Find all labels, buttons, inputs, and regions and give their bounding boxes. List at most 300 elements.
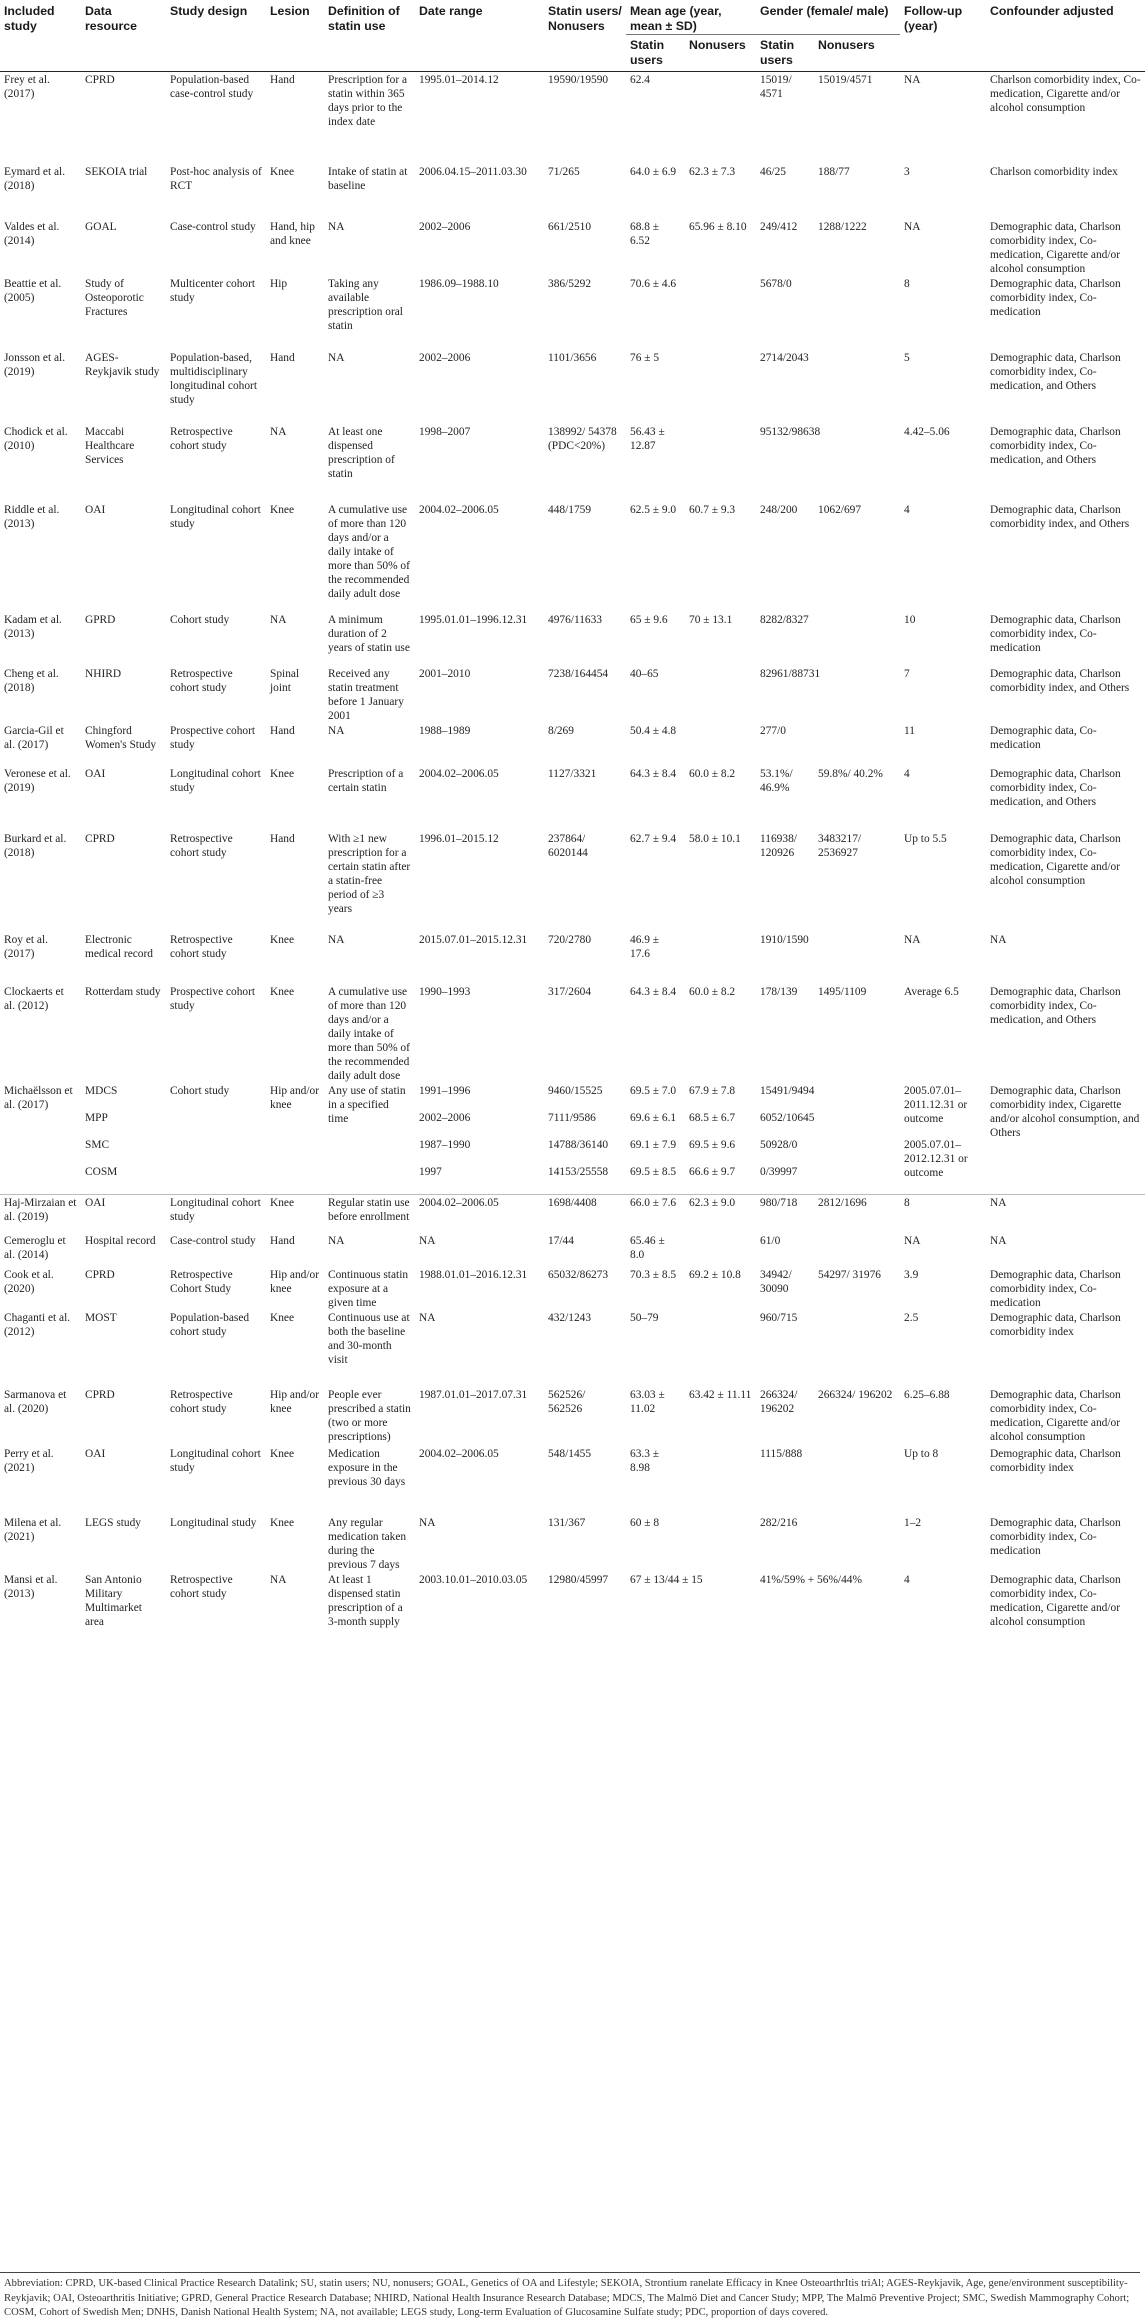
cell-follow-up: 3.9 [904,1268,919,1281]
cell-resource: MOST [85,1311,117,1324]
cell-lesion: Hand [270,724,295,737]
cell-age-statin: 70.3 ± 8.5 [630,1268,677,1281]
cell-design: Multicenter cohort study [170,277,256,304]
subheader-gender-nonusers: Nonusers [818,38,875,52]
cell-gender-statin: 46/25 [760,165,786,178]
cell-age-statin: 62.4 [630,74,650,86]
cell-age-statin: 70.6 ± 4.6 [630,277,677,290]
cell-date: 2001–2010 [419,667,471,680]
cell-lesion: Hip and/or knee [270,1388,320,1415]
cell-design: Prospective cohort study [170,724,256,751]
cell-gender-nonusers [814,424,900,502]
cell-design: Retrospective cohort study [170,933,233,960]
cell-follow-up: 7 [904,667,910,680]
cell-gender-statin: 34942/ 30090 [760,1268,792,1295]
cell-age-statin: 66.0 ± 7.6 [630,1197,677,1209]
cell-age-statin: 50.4 ± 4.8 [630,724,677,737]
cell-age-statin: 46.9 ± 17.6 [630,933,660,960]
cell-design: Population-based, multidisciplinary longitudinal cohort study [170,351,257,406]
cell-confounder: Demographic data, Charlson comorbidity index, and Others [990,503,1130,530]
cell-lesion: Knee [270,165,295,178]
cell-confounder: Demographic data, Charlson comorbidity index, Co-medication [990,1268,1121,1309]
cell-follow-up: NA [904,1234,921,1247]
cell-counts: 8/269 [548,724,574,737]
cell-resource: GPRD [85,613,116,626]
cell-follow-up: 8 [904,277,910,290]
cell-follow-up: 4 [904,1573,910,1586]
cell-counts: 317/2604 [548,985,592,998]
cell-resource: CPRD [85,74,115,86]
cell-counts: 661/2510 [548,220,592,233]
cell-resource: CPRD [85,1268,115,1281]
table-row [0,666,1145,723]
cell-definition: Medication exposure in the previous 30 days [328,1447,406,1488]
cell-definition: With ≥1 new prescription for a certain statin after a statin-free period of ≥3 years [328,832,411,915]
cell-lesion: Knee [270,767,295,780]
cell-counts: 548/1455 [548,1447,592,1460]
cell-study: Riddle et al. (2013) [4,503,60,530]
cell-design: Longitudinal cohort study [170,1447,261,1474]
cell-study: Beattie et al. (2005) [4,277,62,304]
cell-design: Longitudinal study [170,1516,257,1529]
cell-follow-up: 1–2 [904,1516,922,1529]
cell-age-nonusers [685,1310,756,1387]
cell-design: Longitudinal cohort study [170,1197,261,1223]
cell-definition: Intake of statin at baseline [328,165,408,192]
cell-follow-up: 10 [904,613,916,626]
cell-age-nonusers: 66.6 ± 9.7 [685,1164,756,1195]
cell-definition: People ever prescribed a statin (two or more prescriptions) [328,1388,411,1443]
cell-resource: MPP [85,1111,108,1124]
cell-confounder: Demographic data, Charlson comorbidity index, Co-medication, and Others [990,985,1121,1026]
cell-date: 2004.02–2006.05 [419,1197,499,1209]
cell-follow-up: 3 [904,165,910,178]
cell-confounder: Charlson comorbidity index, Co-medication, Cigarette and/or alcohol consumption [990,74,1141,114]
cell-resource: OAI [85,503,106,516]
cell-resource: COSM [81,1164,166,1195]
cell-definition: Continuous use at both the baseline and 30-month visit [328,1311,410,1366]
cell-gender-statin: 277/0 [760,724,786,737]
cell-age-nonusers: 69.2 ± 10.8 [689,1268,741,1281]
cell-design: Case-control study [170,220,256,233]
cell-design: Retrospective cohort study [170,667,233,694]
cell-confounder: NA [990,1197,1007,1209]
cell-definition: A cumulative use of more than 120 days and/or a daily intake of more than 50% of the recommended daily adult dose [328,503,410,600]
cell-age-statin: 62.7 ± 9.4 [630,832,677,845]
cell-date: 2002–2006 [419,220,471,233]
cell-gender: 15491/9494 [760,1084,815,1097]
cell-confounder: Demographic data, Charlson comorbidity index, Cigarette and/or alcohol consumption, and Others [986,1083,1145,1195]
cell-date: 2002–2006 [419,1111,471,1124]
cell-gender-nonusers [814,932,900,984]
cell-gender-statin: 61/0 [760,1234,781,1247]
table-row [0,1195,1145,1233]
cell-age-statin: 68.8 ± 6.52 [630,220,660,247]
cell-gender-nonusers: 1288/1222 [818,220,867,233]
cell-confounder: Demographic data, Charlson comorbidity index [990,1447,1121,1474]
cell-definition: Prescription for a statin within 365 days prior to the index date [328,74,408,128]
cell-counts: 71/265 [548,165,580,178]
cell-counts: 12980/45997 [548,1573,609,1586]
cell-gender-nonusers: 188/77 [818,165,850,178]
cell-counts: 17/44 [548,1234,574,1247]
cell-age-nonusers: 68.5 ± 6.7 [689,1111,736,1124]
cell-gender-statin: 282/216 [760,1516,798,1529]
cell-lesion: Knee [270,985,295,998]
cell-age-statin: 56.43 ± 12.87 [630,425,665,452]
cell-gender-nonusers [814,1233,900,1267]
header-definition: Definition of statin use [328,4,400,33]
cell-resource: LEGS study [85,1516,142,1529]
cell-gender-statin: 249/412 [760,220,798,233]
cell-gender-nonusers [814,1446,900,1515]
cell-age-statin: 60 ± 8 [630,1516,660,1529]
cell-definition: Regular statin use before enrollment [328,1197,410,1223]
table-row [0,984,1145,1083]
cell-confounder: Demographic data, Charlson comorbidity index, Co-medication [990,613,1121,654]
cell-age-statin: 69.1 ± 7.9 [630,1138,677,1151]
table-row [0,72,1145,164]
cell-resource: CPRD [85,1388,115,1401]
cell-age-statin: 67 ± 13/44 ± 15 [630,1573,703,1586]
cell-gender: 50928/0 [760,1138,798,1151]
cell-follow-up: 5 [904,351,910,364]
cell-resource: Chingford Women's Study [85,724,157,751]
cell-age-statin: 65 ± 9.6 [630,613,668,626]
cell-study: Perry et al. (2021) [4,1447,54,1474]
cell-confounder: Demographic data, Charlson comorbidity index, Co-medication, and Others [990,767,1121,808]
michaelsson-group [0,1083,1145,1195]
cell-resource: OAI [85,767,106,780]
subheader-age-statin-users: Statin users [630,38,665,67]
cell-age-nonusers [685,1515,756,1572]
cell-gender-nonusers: 1062/697 [818,503,862,516]
cell-resource: Hospital record [85,1234,156,1247]
cell-lesion: Knee [270,1197,295,1209]
cell-resource: San Antonio Military Multimarket area [85,1573,142,1628]
cell-design: Population-based cohort study [170,1311,250,1338]
cell-confounder: Demographic data, Charlson comorbidity index, Co-medication [990,277,1121,318]
cell-definition: At least one dispensed prescription of statin [328,425,395,480]
cell-age-statin: 63.03 ± 11.02 [630,1388,665,1415]
cell-study: Cook et al. (2020) [4,1268,54,1295]
cell-follow-up: 4 [904,767,910,780]
cell-lesion: Hand [270,74,295,86]
table-row [0,164,1145,219]
cell-resource: NHIRD [85,667,122,680]
cell-study: Kadam et al. (2013) [4,613,62,640]
cell-age-nonusers: 65.96 ± 8.10 [689,220,747,233]
cell-design: Cohort study [166,1083,266,1195]
cell-date: 1988.01.01–2016.12.31 [419,1268,528,1281]
cell-age-nonusers [685,350,756,424]
cell-lesion: Hip and/or knee [270,1268,320,1295]
cell-date: 1988–1989 [419,724,471,737]
cell-resource: Rotterdam study [85,985,161,998]
cell-lesion: Spinal joint [270,667,300,694]
cell-study: Haj-Mirzaian et al. (2019) [4,1197,77,1223]
cell-date: 1997 [415,1164,544,1195]
cell-study: Veronese et al. (2019) [4,767,71,794]
cell-age-nonusers: 62.3 ± 7.3 [689,165,736,178]
cell-age-statin: 64.3 ± 8.4 [630,767,677,780]
cell-gender-statin: 95132/98638 [760,425,821,438]
table-row [0,1267,1145,1310]
cell-confounder: Demographic data, Charlson comorbidity index [990,1311,1121,1338]
cell-gender-statin: 82961/88731 [760,667,821,680]
cell-counts: 138992/ 54378 (PDC<20%) [548,425,617,452]
header-gender: Gender (female/ male) [756,0,900,35]
header-statin-users-nonusers: Statin users/ Nonusers [548,4,622,33]
cell-study: Eymard et al. (2018) [4,165,66,192]
cell-study: Cheng et al. (2018) [4,667,59,694]
cell-lesion: Hip [270,277,288,290]
cell-gender-nonusers: 1495/1109 [818,985,867,998]
cell-gender-statin: 178/139 [760,985,798,998]
cell-definition: NA [328,351,345,364]
cell-date: NA [419,1311,436,1324]
cell-lesion: Knee [270,503,295,516]
cell-gender-nonusers [814,1515,900,1572]
cell-follow-up: NA [904,74,921,86]
cell-study: Mansi et al. (2013) [4,1573,58,1600]
cell-age-nonusers [685,424,756,502]
cell-resource: MDCS [85,1084,118,1097]
cell-study: Burkard et al. (2018) [4,832,67,859]
cell-counts: 9460/15525 [548,1084,603,1097]
cell-date: 2004.02–2006.05 [419,767,499,780]
cell-gender-statin: 41%/59% + 56%/44% [760,1573,862,1586]
cell-age-nonusers: 67.9 ± 7.8 [689,1084,736,1097]
cell-age-statin: 65.46 ± 8.0 [630,1234,665,1261]
cell-age-nonusers: 60.0 ± 8.2 [689,767,736,780]
cell-follow-up: 2005.07.01–2012.12.31 or outcome [900,1137,986,1195]
cell-gender: 6052/10645 [760,1111,815,1124]
cell-study: Garcia-Gil et al. (2017) [4,724,64,751]
cell-date: 1995.01.01–1996.12.31 [419,613,528,626]
cell-definition: A cumulative use of more than 120 days and/or a daily intake of more than 50% of the recommended daily adult dose [328,985,410,1082]
cell-age-nonusers: 69.5 ± 9.6 [689,1138,736,1151]
cell-gender-statin: 5678/0 [760,277,792,290]
cell-gender-statin: 2714/2043 [760,351,809,364]
cell-design: Cohort study [170,613,230,626]
cell-age-statin: 50–79 [630,1311,659,1324]
cell-definition: NA [328,220,345,233]
cell-date: 2003.10.01–2010.03.05 [419,1573,528,1586]
cell-age-nonusers: 58.0 ± 10.1 [689,832,741,845]
cell-design: Longitudinal cohort study [170,767,261,794]
cell-date: 1998–2007 [419,425,471,438]
cell-counts: 1127/3321 [548,767,597,780]
cell-lesion: Hand [270,351,295,364]
cell-gender-nonusers [814,612,900,666]
cell-date: 2002–2006 [419,351,471,364]
cell-design: Post-hoc analysis of RCT [170,165,262,192]
cell-gender-statin: 1910/1590 [760,933,809,946]
cell-gender-nonusers: 54297/ 31976 [818,1268,881,1281]
cell-gender-statin: 960/715 [760,1311,798,1324]
cell-age-statin: 69.6 ± 6.1 [630,1111,677,1124]
cell-confounder: Demographic data, Charlson comorbidity index, Co-medication, Cigarette and/or alcohol consumption [990,1388,1121,1443]
cell-resource: Study of Osteoporotic Fractures [85,277,144,318]
cell-date: 1987–1990 [419,1138,471,1151]
cell-gender: 0/39997 [756,1164,900,1195]
cell-date: 2006.04.15–2011.03.30 [419,165,527,178]
cell-confounder: Demographic data, Charlson comorbidity index, Co-medication, Cigarette and/or alcohol consumption [990,1573,1121,1628]
cell-follow-up: 4 [904,503,910,516]
cell-gender-statin: 1115/888 [760,1447,803,1460]
cell-age-statin: 40–65 [630,667,659,680]
cell-study: Michaëlsson et al. (2017) [0,1083,81,1195]
table-body-part-2 [0,1195,1145,1684]
cell-date: 1990–1993 [419,985,471,998]
table-row [0,219,1145,276]
cell-counts: 237864/ 6020144 [548,832,588,859]
cell-age-statin: 69.5 ± 8.5 [626,1164,685,1195]
header-study-design: Study design [170,4,248,18]
cell-counts: 131/367 [548,1516,586,1529]
cell-resource: SMC [85,1138,110,1151]
cell-gender-nonusers [814,723,900,766]
cell-study: Milena et al. (2021) [4,1516,62,1543]
cell-confounder: NA [990,1234,1007,1247]
cell-design: Retrospective cohort study [170,1573,233,1600]
cell-gender-nonusers: 266324/ 196202 [818,1388,893,1401]
cell-follow-up: 2.5 [904,1311,919,1324]
cell-counts: 4976/11633 [548,613,602,626]
table-footnote: Abbreviation: CPRD, UK-based Clinical Practice Research Datalink; SU, statin users; NU, nonusers; GOAL, Genetics of OA and Lifestyle; SEKOIA, Strontium ranelate Efficacy in Knee OsteoarthrItis triAl; AGES-Reykjavik, Age, gene/environment susceptibility-Reykjavik; OAI, Osteoarthritis Initiative; GPRD, General Practice Research Database; NHIRD, National Health Insurance Research Database; MDCS, The Malmö Diet and Cancer Study; MPP, The Malmö Preventive Project; SMC, Swedish Mammography Cohort; COSM, Cohort of Swedish Men; DNHS, Danish National Health System; NA, not available; LEGS study, Long-term Evaluation of Glucosamine Sulfate study; PDC, proportion of days covered. [0,2272,1140,2321]
table-row [0,1515,1145,1572]
cell-confounder: Demographic data, Charlson comorbidity index, Co-medication, Cigarette and/or alcohol consumption [990,832,1121,887]
table-row [0,1572,1145,1684]
table-row [0,276,1145,350]
cell-follow-up: Up to 8 [904,1447,939,1460]
cell-lesion: Knee [270,1516,295,1529]
cell-gender-nonusers: 2812/1696 [818,1197,867,1209]
cell-study: Clockaerts et al. (2012) [4,985,64,1012]
cell-date: 2004.02–2006.05 [419,1447,499,1460]
cell-follow-up: 6.25–6.88 [904,1388,950,1401]
cell-confounder: Demographic data, Charlson comorbidity index, Co-medication, and Others [990,351,1121,392]
cell-definition: Continuous statin exposure at a given time [328,1268,409,1309]
cell-counts: 562526/ 562526 [548,1388,586,1415]
header-follow-up: Follow-up (year) [904,4,963,33]
cell-age-statin: 63.3 ± 8.98 [630,1447,660,1474]
cell-date: 1995.01–2014.12 [419,74,499,86]
cell-definition: Prescription of a certain statin [328,767,404,794]
cell-date: 2004.02–2006.05 [419,503,499,516]
cell-confounder: NA [990,933,1007,946]
cell-lesion: NA [270,425,287,438]
cell-lesion: Hand [270,832,295,845]
cell-study: Roy et al. (2017) [4,933,48,960]
table-body-part-1 [0,72,1145,1083]
cell-age-nonusers: 60.0 ± 8.2 [689,985,736,998]
cell-definition: Any regular medication taken during the previous 7 days [328,1516,407,1571]
table-row [0,502,1145,612]
cell-confounder: Charlson comorbidity index [990,165,1118,178]
cell-gender-nonusers [814,666,900,723]
cell-gender-statin: 980/718 [760,1197,798,1209]
table-row [0,932,1145,984]
cell-age-nonusers [685,932,756,984]
cell-age-nonusers [685,276,756,350]
cell-age-nonusers [685,1446,756,1515]
cell-gender-nonusers: 3483217/ 2536927 [818,832,862,859]
cell-gender-statin: 15019/ 4571 [760,74,792,100]
cell-study: Sarmanova et al. (2020) [4,1388,67,1415]
table-row [0,612,1145,666]
table-row [0,723,1145,766]
cell-date: 1986.09–1988.10 [419,277,499,290]
cell-resource: AGES-Reykjavik study [85,351,160,378]
table-row [0,1233,1145,1267]
cell-follow-up: Average 6.5 [904,985,959,998]
cell-counts: 7238/164454 [548,667,609,680]
cell-lesion: NA [270,1573,287,1586]
cell-gender-nonusers [814,276,900,350]
cell-confounder: Demographic data, Charlson comorbidity index, Co-medication, Cigarette and/or alcohol consumption [990,220,1121,275]
cell-study: Chodick et al. (2010) [4,425,68,452]
cell-definition: NA [328,1234,345,1247]
cell-study: Jonsson et al. (2019) [4,351,66,378]
cell-age-statin: 62.5 ± 9.0 [630,503,677,516]
cell-date: NA [419,1234,436,1247]
cell-follow-up: 11 [904,724,915,737]
subheader-gender-statin-users: Statin users [760,38,795,67]
table-row [0,1446,1145,1515]
cell-counts: 7111/9586 [548,1111,596,1124]
cell-age-nonusers: 62.3 ± 9.0 [689,1197,736,1209]
cell-counts: 14153/25558 [544,1164,626,1195]
table-row [0,424,1145,502]
cell-date: 1991–1996 [419,1084,471,1097]
header-lesion: Lesion [270,4,310,18]
cell-resource: GOAL [85,220,117,233]
cell-follow-up: Up to 5.5 [904,832,947,845]
cell-definition: Taking any available prescription oral statin [328,277,403,332]
cell-counts: 19590/19590 [548,74,609,86]
cell-follow-up: 4.42–5.06 [904,425,950,438]
cell-gender-nonusers [814,1310,900,1387]
cell-lesion: Knee [270,933,295,946]
cell-design: Retrospective cohort study [170,1388,233,1415]
cell-confounder: Demographic data, Charlson comorbidity index, Co-medication, and Others [990,425,1121,466]
cell-gender-nonusers: 15019/4571 [818,74,873,86]
cell-definition: NA [328,933,345,946]
cell-lesion: NA [270,613,287,626]
subheader-age-nonusers: Nonusers [689,38,746,52]
cell-gender-nonusers [814,350,900,424]
cell-design: Retrospective cohort study [170,425,233,452]
cell-counts: 65032/86273 [548,1268,609,1281]
cell-study: Chaganti et al. (2012) [4,1311,71,1338]
cell-resource: SEKOIA trial [85,165,148,178]
table-header [0,0,1145,72]
cell-counts: 386/5292 [548,277,592,290]
cell-date: 2015.07.01–2015.12.31 [419,933,528,946]
table-row [0,350,1145,424]
cell-age-nonusers: 70 ± 13.1 [689,613,733,626]
cell-age-nonusers [685,1233,756,1267]
cell-date: 1987.01.01–2017.07.31 [419,1388,528,1401]
cell-age-statin: 76 ± 5 [630,351,660,364]
cell-age-nonusers: 60.7 ± 9.3 [689,503,736,516]
cell-follow-up: NA [904,933,921,946]
header-data-resource: Data resource [85,4,137,33]
cell-definition: At least 1 dispensed statin prescription of a 3-month supply [328,1573,403,1628]
cell-design: Prospective cohort study [170,985,256,1012]
